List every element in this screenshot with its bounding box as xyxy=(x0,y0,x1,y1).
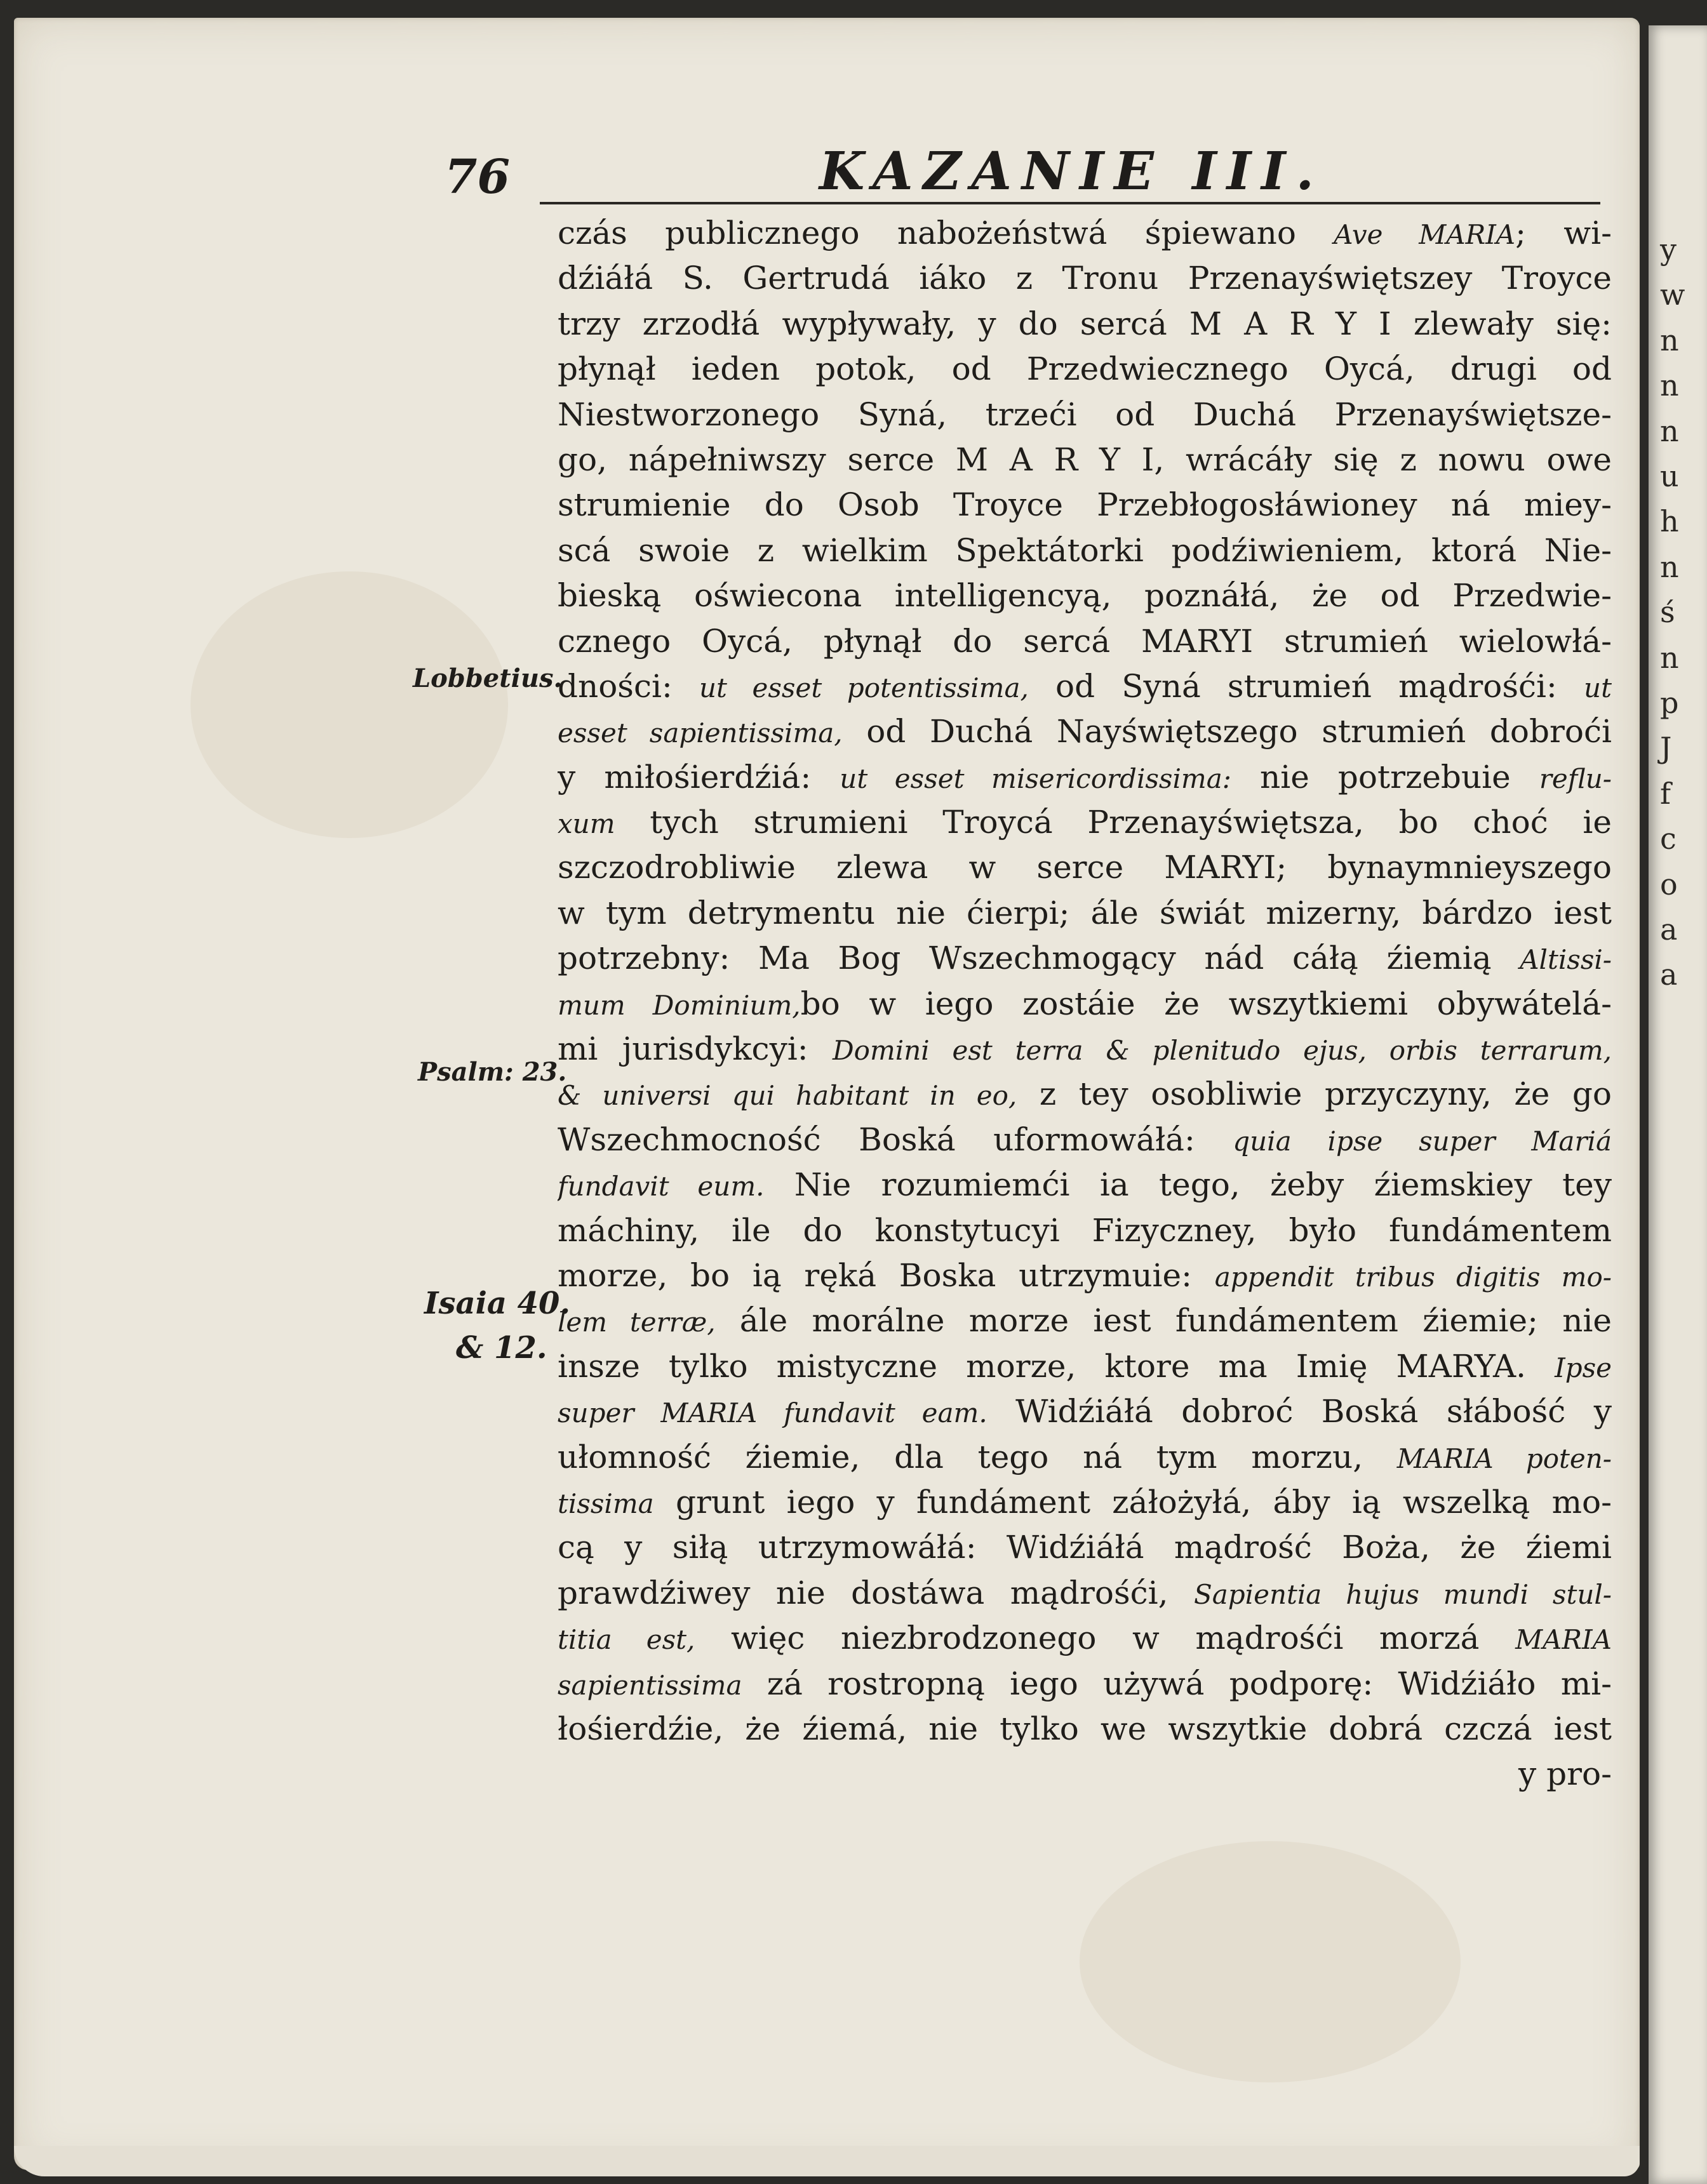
paper-stain xyxy=(191,571,508,838)
text-run: prawdźiwey nie dostáwa mądrośći, xyxy=(558,1574,1194,1611)
text-run: płynął ieden potok, od Przedwiecznego Oycá, drugi od xyxy=(558,350,1612,388)
text-run: cą y siłą utrzymowáłá: Widźiáłá mądrość Boża, że źiemi xyxy=(558,1529,1612,1566)
text-run: ; wi- xyxy=(1515,215,1612,251)
text-run: czás publicznego nabożeństwá śpiewano xyxy=(558,215,1334,251)
text-line xyxy=(558,891,1612,936)
text-run: w tym detrymentu nie ćierpi; ále świát mizerny, bárdzo iest xyxy=(558,894,1612,931)
text-line xyxy=(558,1435,1612,1480)
text-run: dźiáłá S. Gertrudá iáko z Tronu Przenayświętszey Troyce xyxy=(558,260,1612,297)
text-line xyxy=(558,845,1612,890)
latin-quote: ut xyxy=(1584,672,1612,703)
facing-page-letter: y xyxy=(1660,232,1677,267)
facing-page-letter: n xyxy=(1660,323,1679,357)
text-run: ále morálne morze iest fundámentem źiemie; nie xyxy=(715,1302,1612,1340)
text-line xyxy=(558,211,1612,256)
text-line xyxy=(558,302,1612,347)
text-line xyxy=(558,982,1612,1027)
text-line xyxy=(558,1253,1612,1298)
facing-page-letter: c xyxy=(1660,822,1677,856)
sermon-text xyxy=(558,211,1612,1797)
text-run: scá swoie z wielkim Spektátorki podźiwieniem, ktorá Nie- xyxy=(558,531,1612,569)
latin-quote: MARIA poten- xyxy=(1396,1442,1612,1474)
page-number: 76 xyxy=(445,150,510,204)
facing-page-letter: w xyxy=(1660,277,1685,312)
facing-page-letter: h xyxy=(1660,504,1679,539)
text-run: go, nápełniwszy serce M A R Y I, wrácáły się z nowu owe xyxy=(558,441,1612,478)
text-run: od Syná strumień mądrośći: xyxy=(1028,667,1584,705)
latin-quote: sapientissima xyxy=(558,1669,742,1701)
text-run: bo w iego zostáie że wszytkiemi obywátelá- xyxy=(800,985,1612,1022)
text-run: Wszechmocność Boská uformowáłá: xyxy=(558,1121,1233,1158)
text-line xyxy=(558,392,1612,437)
facing-page-letter: n xyxy=(1660,549,1679,584)
latin-quote: Altissi- xyxy=(1520,944,1612,976)
text-run: y miłośierdźiá: xyxy=(558,758,840,796)
text-line xyxy=(558,437,1612,483)
margin-note-isaia-verse: & 12. xyxy=(456,1330,547,1366)
latin-quote: ut esset misericordissima: xyxy=(840,762,1231,794)
facing-page-letter: J xyxy=(1660,731,1672,766)
text-run: Widźiáłá dobroć Boská słábość y xyxy=(987,1393,1612,1430)
facing-page-strip xyxy=(1649,25,1707,2184)
facing-page-letter: a xyxy=(1660,957,1678,992)
text-run: nie potrzebuie xyxy=(1231,758,1539,796)
text-run: Nie rozumiemći ia tego, żeby źiemskiey tey xyxy=(764,1166,1612,1204)
facing-page-letter: f xyxy=(1660,776,1671,811)
header-rule xyxy=(540,202,1600,204)
latin-quote: appendit tribus digitis mo- xyxy=(1214,1261,1612,1293)
text-run: y pro- xyxy=(1518,1755,1612,1793)
text-run: bieską oświecona intelligencyą, poznáłá, że od Przedwie- xyxy=(558,577,1612,615)
latin-quote: ut esset potentissima, xyxy=(699,672,1029,703)
text-line xyxy=(558,709,1612,754)
latin-quote: super MARIA fundavit eam. xyxy=(558,1397,987,1429)
text-line xyxy=(558,483,1612,528)
text-line xyxy=(558,800,1612,845)
text-run: z tey osobliwie przyczyny, że go xyxy=(1017,1075,1612,1113)
facing-page-letter: ś xyxy=(1660,595,1675,630)
text-line xyxy=(558,619,1612,664)
text-run: Niestworzonego Syná, trzeći od Duchá Przenayświętsze- xyxy=(558,396,1612,433)
text-line xyxy=(558,573,1612,618)
facing-page-letter: p xyxy=(1660,686,1679,720)
facing-page-letter: a xyxy=(1660,912,1678,947)
text-run: máchiny, ile do konstytucyi Fizyczney, było fundámentem xyxy=(558,1211,1612,1249)
paper-stain xyxy=(1080,1841,1461,2082)
latin-quote: tissima xyxy=(558,1488,654,1519)
latin-quote: quia ipse super Mariá xyxy=(1233,1125,1612,1157)
text-line xyxy=(558,528,1612,573)
text-run: morze, bo ią ręká Boska utrzymuie: xyxy=(558,1256,1215,1294)
margin-note-psalm: Psalm: 23. xyxy=(418,1057,567,1087)
text-run: ułomność źiemie, dla tego ná tym morzu, xyxy=(558,1438,1397,1475)
running-title: KAZANIE III. xyxy=(819,141,1325,202)
latin-quote: MARIA xyxy=(1515,1624,1612,1656)
latin-quote: Domini est terra & plenitudo ejus, orbis terrarum, xyxy=(833,1035,1612,1067)
text-run: od Duchá Nayświętszego strumień dobroći xyxy=(842,713,1612,750)
text-line xyxy=(558,755,1612,800)
page-edge xyxy=(14,2146,1640,2176)
latin-quote: & universi qui habitant in eo, xyxy=(558,1080,1017,1112)
latin-quote: xum xyxy=(558,808,615,840)
facing-page-letter: o xyxy=(1660,867,1678,902)
margin-note-isaia: Isaia 40. xyxy=(424,1286,571,1321)
latin-quote: titia est, xyxy=(558,1624,695,1656)
latin-quote: Ave MARIA xyxy=(1334,219,1516,250)
latin-quote: mum Dominium, xyxy=(558,989,801,1021)
text-run: tych strumieni Troycá Przenayświętsza, bo choć ie xyxy=(615,804,1612,841)
text-line xyxy=(558,1117,1612,1162)
text-run: mi jurisdykcyi: xyxy=(558,1030,833,1068)
text-line xyxy=(558,1389,1612,1434)
latin-quote: Ipse xyxy=(1555,1352,1612,1383)
text-run: zá rostropną iego używá podporę: Widźiáło mi- xyxy=(742,1665,1612,1702)
facing-page-letter: n xyxy=(1660,368,1679,403)
text-line xyxy=(558,347,1612,392)
latin-quote: reflu- xyxy=(1539,762,1612,794)
text-run: potrzebny: Ma Bog Wszechmogący nád cáłą źiemią xyxy=(558,940,1520,977)
text-line xyxy=(558,664,1612,709)
text-run: dności: xyxy=(558,667,699,705)
text-line xyxy=(558,256,1612,301)
text-line xyxy=(558,1298,1612,1343)
text-line xyxy=(558,1661,1612,1707)
text-line xyxy=(558,936,1612,981)
facing-page-letter: n xyxy=(1660,413,1679,448)
latin-quote: lem terræ, xyxy=(558,1307,716,1338)
text-run: insze tylko mistyczne morze, ktore ma Imię MARYA. xyxy=(558,1347,1555,1385)
latin-quote: fundavit eum. xyxy=(558,1171,765,1202)
text-line xyxy=(558,1707,1612,1752)
text-run: trzy zrzodłá wypływały, y do sercá M A R Y I zlewały się: xyxy=(558,305,1612,342)
text-line xyxy=(558,1072,1612,1117)
text-run: strumienie do Osob Troyce Przebłogosłáwioney ná miey- xyxy=(558,486,1612,524)
facing-page-letter: n xyxy=(1660,640,1679,675)
latin-quote: esset sapientissima, xyxy=(558,717,843,749)
text-run: więc niezbrodzonego w mądrośći morzá xyxy=(695,1620,1516,1657)
text-line xyxy=(558,1027,1612,1072)
text-line xyxy=(558,1752,1612,1797)
text-line xyxy=(558,1208,1612,1253)
text-run: szczodrobliwie zlewa w serce MARYI; bynaymnieyszego xyxy=(558,849,1612,886)
text-line xyxy=(558,1525,1612,1570)
text-line xyxy=(558,1616,1612,1661)
latin-quote: Sapientia hujus mundi stul- xyxy=(1193,1578,1612,1610)
margin-note-lobbetius: Lobbetius. xyxy=(413,663,563,693)
text-run: grunt iego y fundáment záłożyłá, áby ią wszelką mo- xyxy=(653,1483,1612,1521)
facing-page-letter: u xyxy=(1660,459,1679,493)
text-line xyxy=(558,1162,1612,1208)
text-line xyxy=(558,1480,1612,1525)
text-run: łośierdźie, że źiemá, nie tylko we wszytkie dobrá czczá iest xyxy=(558,1710,1612,1747)
text-line xyxy=(558,1344,1612,1389)
text-line xyxy=(558,1571,1612,1616)
text-run: cznego Oycá, płynął do sercá MARYI strumień wielowłá- xyxy=(558,622,1612,660)
